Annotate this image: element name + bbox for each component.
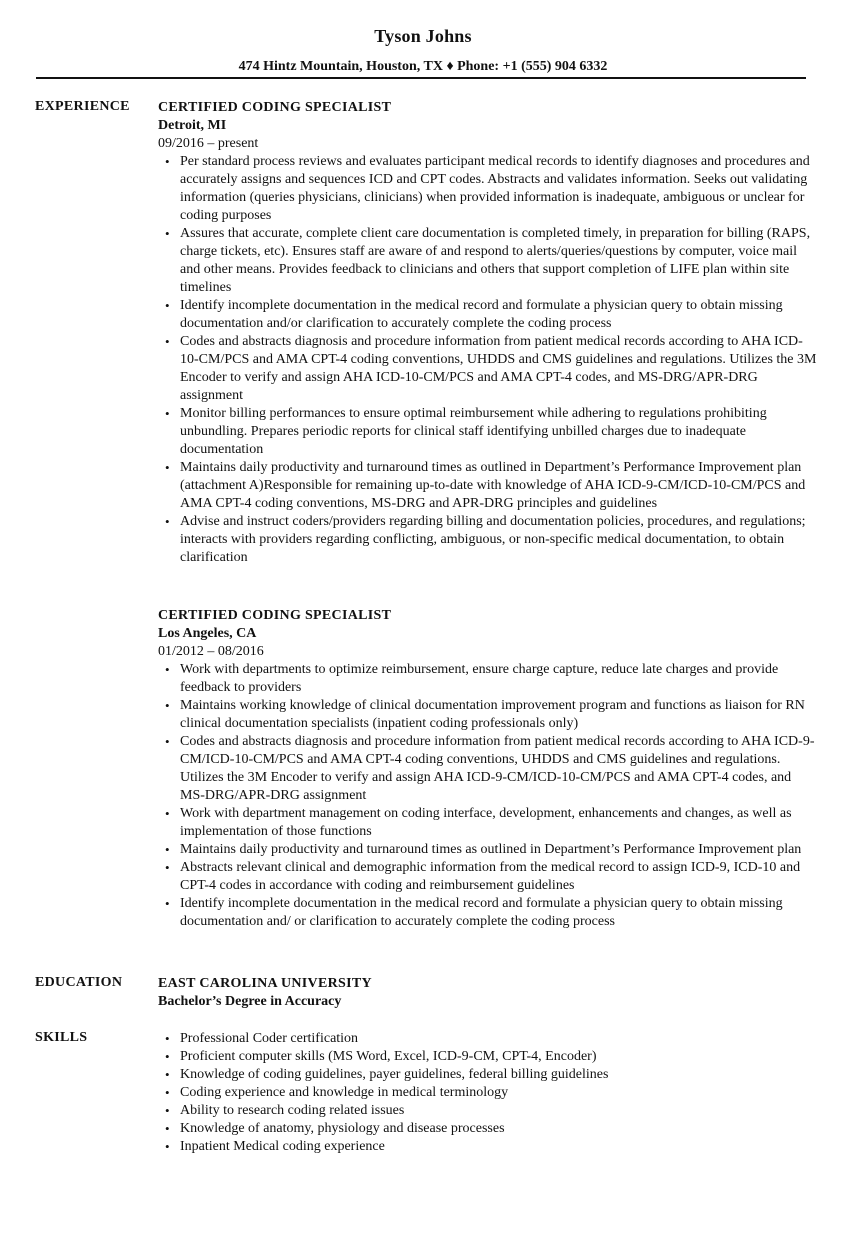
education-entry	[158, 975, 818, 1011]
list-item	[158, 513, 818, 567]
job-location: Los Angeles, CA	[158, 626, 257, 641]
job-dates: 09/2016 – present	[158, 136, 259, 151]
skills-section-label: SKILLS	[35, 1030, 88, 1045]
skill-text: Knowledge of coding guidelines, payer guidelines, federal billing guidelines	[180, 1067, 609, 1082]
list-item	[158, 297, 818, 333]
bullet-icon: •	[165, 662, 170, 677]
list-item	[158, 1030, 818, 1048]
list-item	[158, 1084, 818, 1102]
list-item	[158, 805, 818, 841]
duty-text: Advise and instruct coders/providers regarding billing and documentation policies, procedures, and regulations; interacts with providers regarding conflicting, ambiguous, or non-specific medical documentation, to obtain clarification	[180, 514, 806, 565]
duty-text: Work with department management on coding interface, development, enhancements and changes, as well as implementation of those functions	[180, 806, 792, 839]
skill-text: Ability to research coding related issues	[180, 1103, 405, 1118]
duty-text: Abstracts relevant clinical and demographic information from the medical record to assign ICD-9, ICD-10 and CPT-4 codes in accordance with coding and reimbursement guidelines	[180, 860, 801, 893]
duty-text: Maintains daily productivity and turnaround times as outlined in Department’s Performance Improvement plan (attachment A)Responsible for remaining up-to-date with knowledge of AHA ICD-9-CM/ICD-10-CM/PCS and AMA CPT-4 coding conventions, MS-DRG and APR-DRG principles and guidelines	[180, 460, 806, 511]
job-duties-list	[158, 153, 818, 567]
job-title: CERTIFIED CODING SPECIALIST	[158, 100, 392, 115]
bullet-icon: •	[165, 298, 170, 313]
list-item	[158, 333, 818, 405]
duty-text: Assures that accurate, complete client care documentation is completed timely, in preparation for billing (RAPS, charge tickets, etc). Ensures staff are aware of and respond to alerts/queries/questions by computer, voice mail and other means. Provides feedback to clinicians and others that support completion of LIFE plan within site timelines	[180, 226, 811, 295]
job-entry-2	[158, 607, 818, 931]
candidate-name: Tyson Johns	[374, 26, 472, 46]
list-item	[158, 1138, 818, 1156]
bullet-icon: •	[165, 1121, 170, 1136]
degree-name: Bachelor’s Degree in Accuracy	[158, 994, 342, 1009]
bullet-icon: •	[165, 406, 170, 421]
skills-list	[158, 1030, 818, 1156]
bullet-icon: •	[165, 154, 170, 169]
list-item	[158, 859, 818, 895]
duty-text: Maintains working knowledge of clinical documentation improvement program and functions as liaison for RN clinical documentation specialists (inpatient coding professionals only)	[180, 698, 805, 731]
list-item	[158, 459, 818, 513]
duty-text: Monitor billing performances to ensure optimal reimbursement while adhering to regulations prohibiting unbundling. Prepares periodic reports for clinical staff identifying unbilled charges due to inadequate documentation	[180, 406, 767, 457]
list-item	[158, 1120, 818, 1138]
list-item	[158, 1066, 818, 1084]
duty-text: Codes and abstracts diagnosis and procedure information from patient medical records according to AHA ICD-9-CM/ICD-10-CM/PCS and AMA CPT-4 coding conventions, UHDDS and CMS guidelines and regulations. Utilizes the 3M Encoder to verify and assign AHA ICD-9-CM/ICD-10-CM/PCS and AMA CPT-4 codes, and MS-DRG/APR-DRG assignment	[180, 734, 815, 803]
bullet-icon: •	[165, 1103, 170, 1118]
education-section-label: EDUCATION	[35, 975, 123, 990]
skill-text: Inpatient Medical coding experience	[180, 1139, 385, 1154]
bullet-icon: •	[165, 1031, 170, 1046]
bullet-icon: •	[165, 1139, 170, 1154]
skill-text: Knowledge of anatomy, physiology and disease processes	[180, 1121, 505, 1136]
experience-section-label: EXPERIENCE	[35, 99, 130, 114]
school-name: EAST CAROLINA UNIVERSITY	[158, 976, 372, 991]
job-location: Detroit, MI	[158, 118, 227, 133]
list-item	[158, 1048, 818, 1066]
skill-text: Professional Coder certification	[180, 1031, 359, 1046]
bullet-icon: •	[165, 806, 170, 821]
list-item	[158, 697, 818, 733]
list-item	[158, 225, 818, 297]
bullet-icon: •	[165, 334, 170, 349]
job-title: CERTIFIED CODING SPECIALIST	[158, 608, 392, 623]
skill-text: Proficient computer skills (MS Word, Excel, ICD-9-CM, CPT-4, Encoder)	[180, 1049, 597, 1064]
list-item	[158, 153, 818, 225]
duty-text: Identify incomplete documentation in the medical record and formulate a physician query to obtain missing documentation and/ or clarification to accurately complete the coding process	[180, 896, 783, 929]
duty-text: Identify incomplete documentation in the medical record and formulate a physician query to obtain missing documentation and/or clarification to accurately complete the coding process	[180, 298, 783, 331]
bullet-icon: •	[165, 226, 170, 241]
skills-entry	[158, 1030, 818, 1156]
list-item	[158, 1102, 818, 1120]
bullet-icon: •	[165, 1085, 170, 1100]
duty-text: Work with departments to optimize reimbursement, ensure charge capture, reduce late charges and provide feedback to providers	[180, 662, 779, 695]
skill-text: Coding experience and knowledge in medical terminology	[180, 1085, 509, 1100]
list-item	[158, 895, 818, 931]
bullet-icon: •	[165, 842, 170, 857]
duty-text: Per standard process reviews and evaluates participant medical records to identify diagnoses and procedures and accurately assigns and sequences ICD and CPT codes. Abstracts and validates information. Seeks out validating information (queries physicians, clinicians) when provided information is inadequate, ambiguous or unclear for coding purposes	[180, 154, 810, 223]
job-duties-list	[158, 661, 818, 931]
bullet-icon: •	[165, 1049, 170, 1064]
list-item	[158, 661, 818, 697]
bullet-icon: •	[165, 734, 170, 749]
bullet-icon: •	[165, 514, 170, 529]
bullet-icon: •	[165, 460, 170, 475]
job-entry-1	[158, 99, 818, 567]
contact-line: 474 Hintz Mountain, Houston, TX ♦ Phone: +1 (555) 904 6332	[238, 59, 608, 74]
header-divider	[36, 77, 806, 79]
duty-text: Codes and abstracts diagnosis and procedure information from patient medical records according to AHA ICD-10-CM/PCS and AMA CPT-4 coding conventions, UHDDS and CMS guidelines and regulations. Utilizes the 3M Encoder to verify and assign AHA ICD-10-CM/PCS and AMA CPT-4 codes, and MS-DRG/APR-DRG assignment	[180, 334, 817, 403]
list-item	[158, 405, 818, 459]
job-dates: 01/2012 – 08/2016	[158, 644, 264, 659]
bullet-icon: •	[165, 860, 170, 875]
list-item	[158, 841, 818, 859]
bullet-icon: •	[165, 896, 170, 911]
bullet-icon: •	[165, 1067, 170, 1082]
bullet-icon: •	[165, 698, 170, 713]
list-item	[158, 733, 818, 805]
duty-text: Maintains daily productivity and turnaround times as outlined in Department’s Performance Improvement plan	[180, 842, 802, 857]
